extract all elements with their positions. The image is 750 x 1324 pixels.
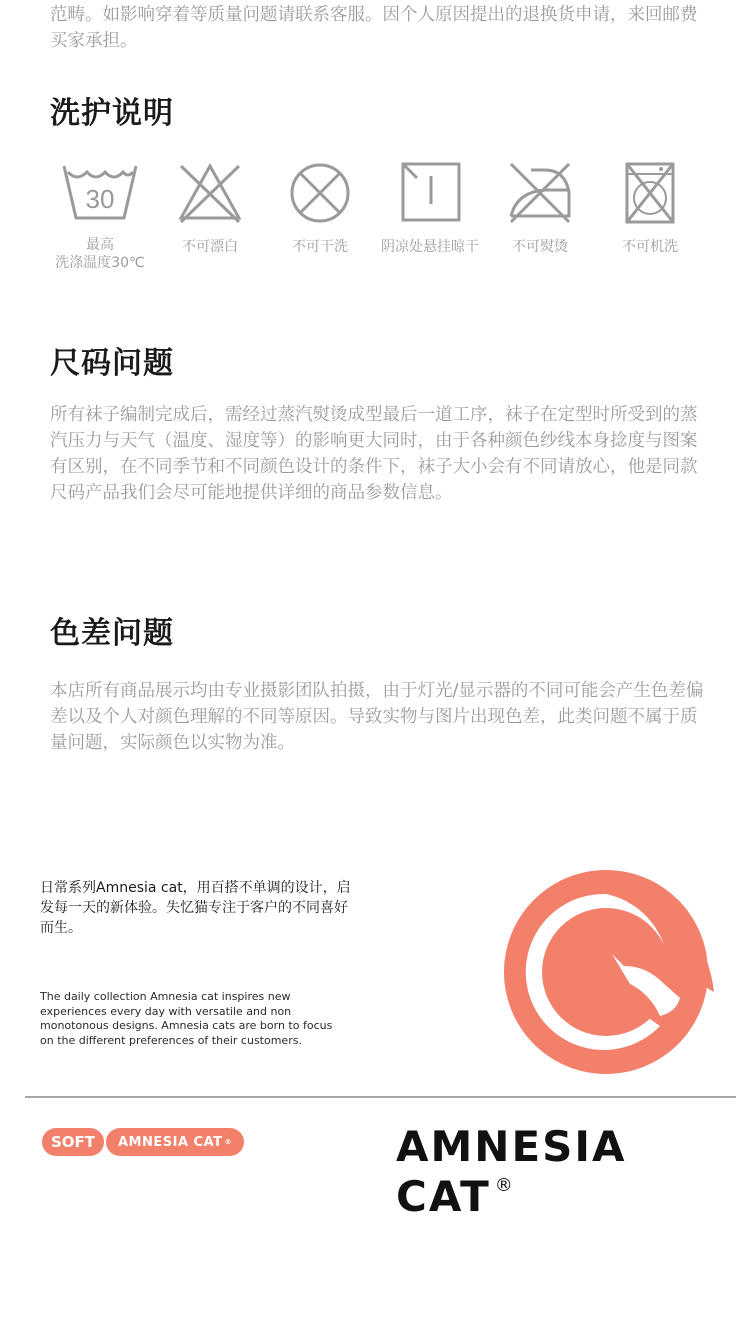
brand-wordmark-text: AMNESIA CAT [396, 1122, 627, 1221]
color-title: 色差问题 [50, 616, 174, 651]
brand-wordmark [396, 1122, 750, 1222]
wash-30-icon [60, 160, 140, 224]
brand-badge-reg: ® [224, 1138, 232, 1146]
care-icons-row [40, 160, 720, 280]
care-title: 洗护说明 [50, 96, 174, 131]
no-iron-icon [505, 160, 575, 224]
care-label-wash-line1: 最高 [86, 237, 114, 253]
footer-divider [25, 1096, 736, 1098]
soft-badge [42, 1128, 104, 1156]
care-item-no-bleach [150, 160, 270, 256]
size-paragraph: 所有袜子编制完成后，需经过蒸汽熨烫成型最后一道工序，袜子在定型时所受到的蒸汽压力与天气（温度、湿度等）的影响更大同时，由于各种颜色纱线本身捻度与图案有区别，在不同季节和不同颜色设计的条件下，袜子大小会有不同请放心，他是同款尺码产品我们会尽可能地提供详细的商品参数信息。 [50, 405, 698, 503]
wash-temp-text: 30 [85, 184, 115, 214]
care-item-line-dry [370, 160, 490, 256]
brand-badge [106, 1128, 244, 1156]
care-label-no-bleach: 不可漂白 [182, 239, 238, 255]
cat-c-logo-icon [500, 866, 720, 1078]
care-item-no-dry-clean [260, 160, 380, 256]
care-label-no-machine-wash: 不可机洗 [622, 239, 678, 255]
brand-description-en: The daily collection Amnesia cat inspires new experiences every day with versatile and non monotonous designs. Amnesia cats are born to focus on the different preferences of their customers. [40, 990, 333, 1047]
brand-wordmark-reg: ® [494, 1175, 515, 1196]
care-item-wash [40, 160, 160, 272]
color-paragraph: 本店所有商品展示均由专业摄影团队拍摄，由于灯光/显示器的不同可能会产生色差偏差以及个人对颜色理解的不同等原因。导致实物与图片出现色差，此类问题不属于质量问题，实际颜色以实物为准。 [50, 681, 704, 753]
intro-paragraph: 范畴。如影响穿着等质量问题请联系客服。因个人原因提出的退换货申请，来回邮费买家承担。 [50, 5, 698, 51]
care-item-no-machine-wash [590, 160, 710, 256]
soft-badge-label: SOFT [50, 1133, 96, 1151]
care-label-wash-line2: 洗涤温度30℃ [55, 255, 145, 271]
care-label-line-dry: 阴凉处悬挂晾干 [381, 239, 479, 255]
brand-description-cn: 日常系列Amnesia cat，用百搭不单调的设计，启发每一天的新体验。失忆猫专注于客户的不同喜好而生。 [40, 880, 351, 936]
care-label-no-dry-clean: 不可干洗 [292, 239, 348, 255]
care-item-no-iron [480, 160, 600, 256]
line-dry-shade-icon [395, 160, 465, 224]
size-title: 尺码问题 [50, 346, 174, 381]
no-dry-clean-icon [285, 160, 355, 224]
no-machine-wash-icon [615, 160, 685, 224]
care-label-no-iron: 不可熨烫 [512, 239, 568, 255]
brand-badge-label: AMNESIA CAT [117, 1134, 223, 1150]
no-bleach-icon [175, 160, 245, 224]
